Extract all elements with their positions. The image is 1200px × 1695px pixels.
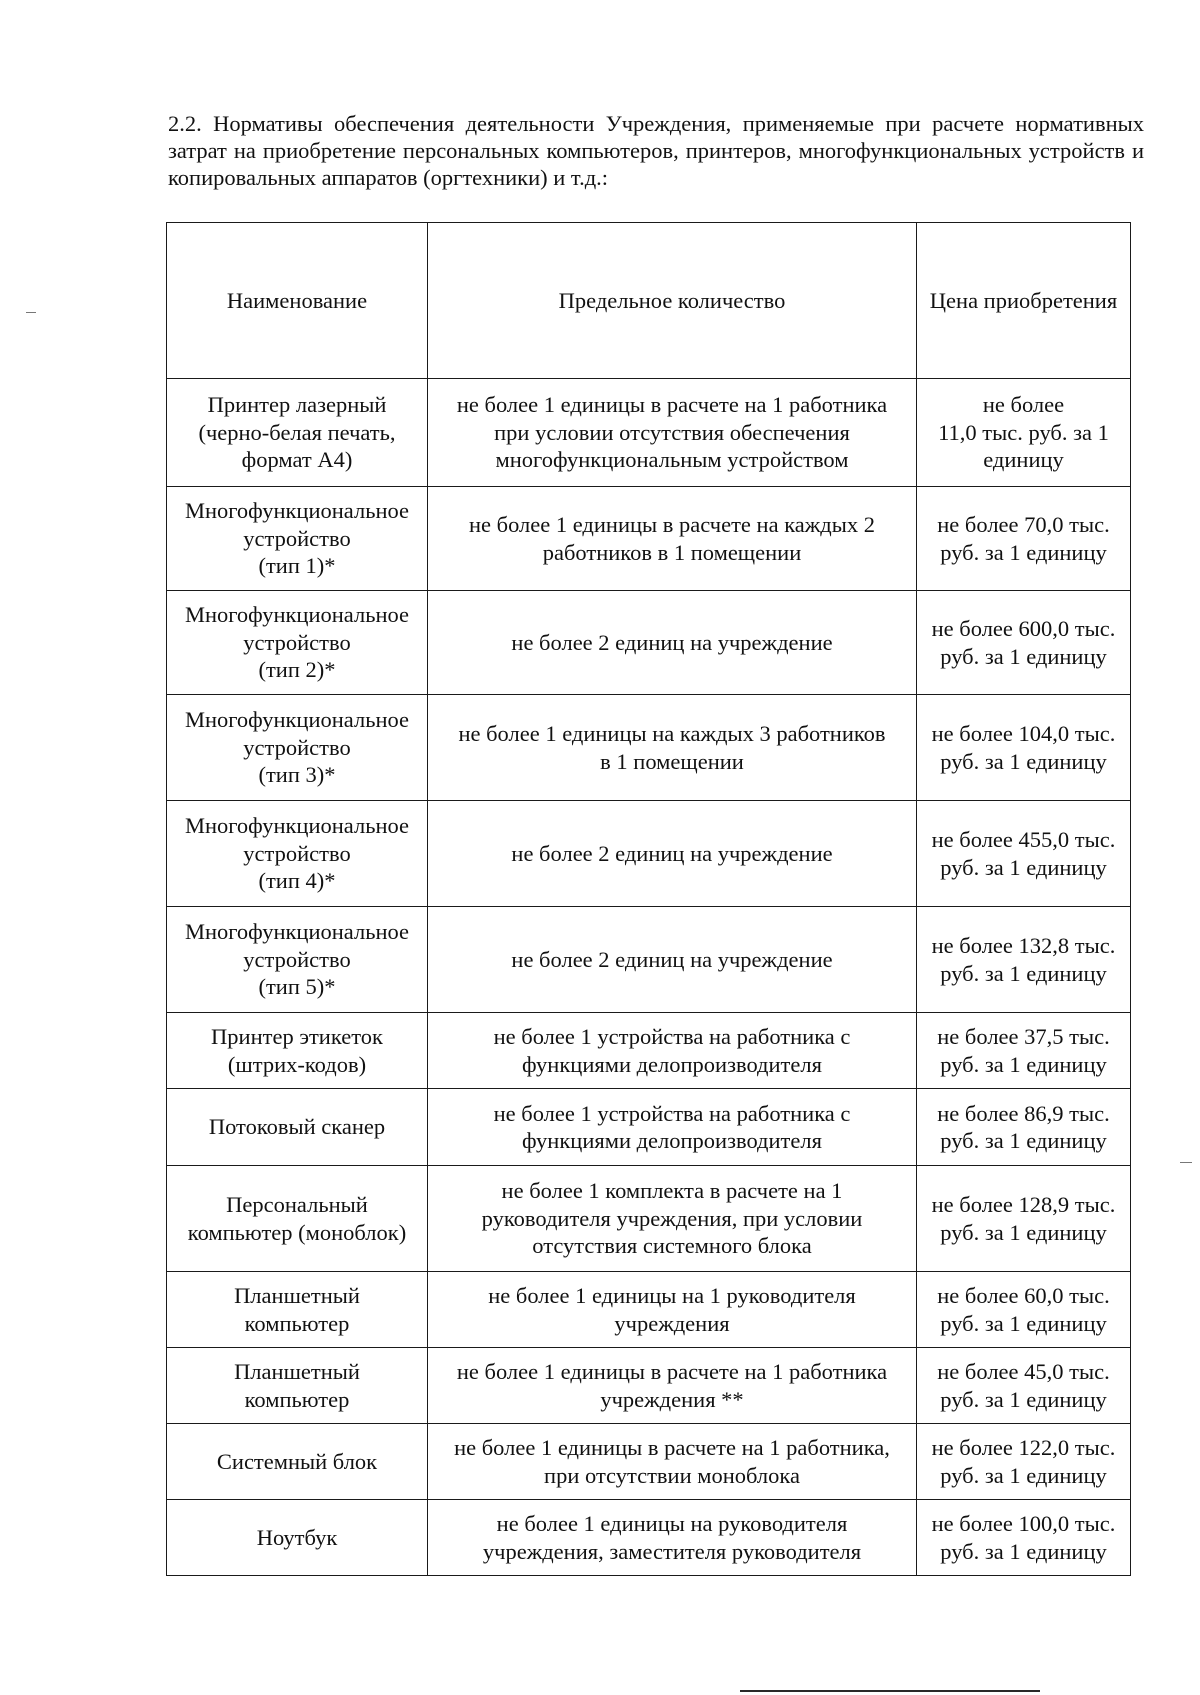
table-row: [167, 907, 1131, 1013]
cell-price-text: не более 60,0 тыс. руб. за 1 единицу: [937, 1283, 1110, 1336]
cell-name: [167, 1424, 428, 1500]
table-row: [167, 487, 1131, 591]
cell-quantity-text: не более 1 устройства на работника с функциями делопроизводителя: [493, 1024, 851, 1077]
cell-quantity: [428, 1424, 917, 1500]
table-row: [167, 695, 1131, 801]
cell-quantity: [428, 1500, 917, 1576]
cell-quantity: [428, 907, 917, 1013]
cell-name-text: Принтер лазерный (черно-белая печать, формат А4): [198, 392, 396, 473]
cell-quantity-text: не более 2 единиц на учреждение: [511, 629, 833, 655]
cell-name-text: Планшетный компьютер: [234, 1283, 360, 1336]
cell-name: [167, 1013, 428, 1089]
cell-name-text: Потоковый сканер: [208, 1114, 386, 1140]
cell-name: [167, 1166, 428, 1272]
cell-quantity: [428, 591, 917, 695]
cell-price-text: не более 600,0 тыс. руб. за 1 единицу: [931, 616, 1116, 669]
table-row: [167, 1166, 1131, 1272]
cell-price-text: не более 100,0 тыс. руб. за 1 единицу: [931, 1511, 1116, 1564]
cell-quantity-text: не более 2 единиц на учреждение: [511, 946, 833, 972]
cell-name: [167, 695, 428, 801]
cell-quantity: [428, 1348, 917, 1424]
cell-price-text: не более 104,0 тыс. руб. за 1 единицу: [931, 721, 1116, 774]
cell-quantity-text: не более 1 единицы в расчете на 1 работника при условии отсутствия обеспечения многофункциональным устройством: [456, 392, 888, 473]
table-row: [167, 1272, 1131, 1348]
cell-name-text: Принтер этикеток (штрих-кодов): [211, 1024, 383, 1077]
cell-quantity: [428, 695, 917, 801]
header-price: Цена приобретения: [917, 223, 1131, 379]
cell-quantity-text: не более 1 комплекта в расчете на 1 руководителя учреждения, при условии отсутствия системного блока: [481, 1178, 863, 1259]
cell-name: [167, 1272, 428, 1348]
table-header: [167, 223, 1131, 379]
cell-price-text: не более 37,5 тыс. руб. за 1 единицу: [937, 1024, 1110, 1077]
cell-price: [917, 1013, 1131, 1089]
cell-quantity-text: не более 1 единицы в расчете на 1 работника учреждения **: [456, 1359, 888, 1412]
cell-name-text: Системный блок: [216, 1448, 378, 1474]
cell-quantity-text: не более 1 единицы в расчете на каждых 2 работников в 1 помещении: [468, 512, 876, 565]
cell-price: [917, 1424, 1131, 1500]
cell-name: [167, 379, 428, 487]
cell-price: [917, 379, 1131, 487]
cell-price: [917, 1348, 1131, 1424]
cell-name-text: Многофункциональное устройство (тип 2)*: [184, 602, 410, 683]
cell-quantity-text: не более 1 единицы на 1 руководителя учреждения: [488, 1283, 856, 1336]
header-row: [167, 223, 1131, 379]
cell-name-text: Многофункциональное устройство (тип 4)*: [184, 813, 410, 894]
cell-price: [917, 1500, 1131, 1576]
cell-name: [167, 487, 428, 591]
cell-price-text: не более 128,9 тыс. руб. за 1 единицу: [931, 1192, 1116, 1245]
cell-quantity: [428, 1166, 917, 1272]
table-row: [167, 801, 1131, 907]
cell-quantity-text: не более 1 устройства на работника с функциями делопроизводителя: [493, 1100, 851, 1153]
cell-quantity: [428, 1272, 917, 1348]
cell-name: [167, 1500, 428, 1576]
cell-price: [917, 487, 1131, 591]
cell-quantity: [428, 379, 917, 487]
table-body: [167, 379, 1131, 1576]
cell-quantity: [428, 801, 917, 907]
cell-name-text: Многофункциональное устройство (тип 5)*: [184, 919, 410, 1000]
cell-name-text: Многофункциональное устройство (тип 3)*: [184, 707, 410, 788]
cell-name: [167, 591, 428, 695]
scan-edge-line: [740, 1690, 1040, 1692]
cell-price-text: не более 132,8 тыс. руб. за 1 единицу: [931, 933, 1116, 986]
intro-paragraph: 2.2. Нормативы обеспечения деятельности Учреждения, применяемые при расчете нормативных затрат на приобретение персональных компьютеров, принтеров, многофункциональных устройств и копировальных аппаратов (оргтехники) и т.д.:: [168, 111, 1144, 190]
norms-table: [166, 222, 1131, 1576]
scan-margin-tick: [1180, 1162, 1192, 1163]
scan-margin-tick: [26, 312, 36, 313]
cell-price: [917, 907, 1131, 1013]
table-row: [167, 1013, 1131, 1089]
table-row: [167, 1089, 1131, 1166]
cell-quantity: [428, 487, 917, 591]
table-row: [167, 379, 1131, 487]
cell-name: [167, 801, 428, 907]
cell-quantity-text: не более 1 единицы на руководителя учреждения, заместителя руководителя: [482, 1511, 862, 1564]
header-quantity: Предельное количество: [428, 223, 917, 379]
cell-price: [917, 1166, 1131, 1272]
cell-price-text: не более 86,9 тыс. руб. за 1 единицу: [937, 1100, 1110, 1153]
cell-name: [167, 1089, 428, 1166]
cell-quantity-text: не более 1 единицы на каждых 3 работников в 1 помещении: [458, 721, 886, 774]
cell-name-text: Ноутбук: [256, 1524, 338, 1550]
cell-price: [917, 695, 1131, 801]
cell-quantity-text: не более 2 единиц на учреждение: [511, 840, 833, 866]
cell-price-text: не более 70,0 тыс. руб. за 1 единицу: [937, 512, 1110, 565]
table-row: [167, 591, 1131, 695]
cell-name: [167, 907, 428, 1013]
cell-price-text: не более 11,0 тыс. руб. за 1 единицу: [938, 392, 1109, 473]
cell-price-text: не более 455,0 тыс. руб. за 1 единицу: [931, 827, 1116, 880]
cell-name-text: Планшетный компьютер: [234, 1359, 360, 1412]
cell-name: [167, 1348, 428, 1424]
cell-quantity-text: не более 1 единицы в расчете на 1 работника, при отсутствии моноблока: [454, 1435, 890, 1488]
cell-price: [917, 591, 1131, 695]
cell-price: [917, 801, 1131, 907]
cell-quantity: [428, 1013, 917, 1089]
cell-price: [917, 1089, 1131, 1166]
cell-quantity: [428, 1089, 917, 1166]
cell-price-text: не более 45,0 тыс. руб. за 1 единицу: [937, 1359, 1110, 1412]
cell-name-text: Персональный компьютер (моноблок): [187, 1192, 407, 1245]
table-row: [167, 1424, 1131, 1500]
cell-price-text: не более 122,0 тыс. руб. за 1 единицу: [931, 1435, 1116, 1488]
header-name: Наименование: [167, 223, 428, 379]
cell-price: [917, 1272, 1131, 1348]
cell-name-text: Многофункциональное устройство (тип 1)*: [184, 498, 410, 579]
table-row: [167, 1500, 1131, 1576]
table-row: [167, 1348, 1131, 1424]
